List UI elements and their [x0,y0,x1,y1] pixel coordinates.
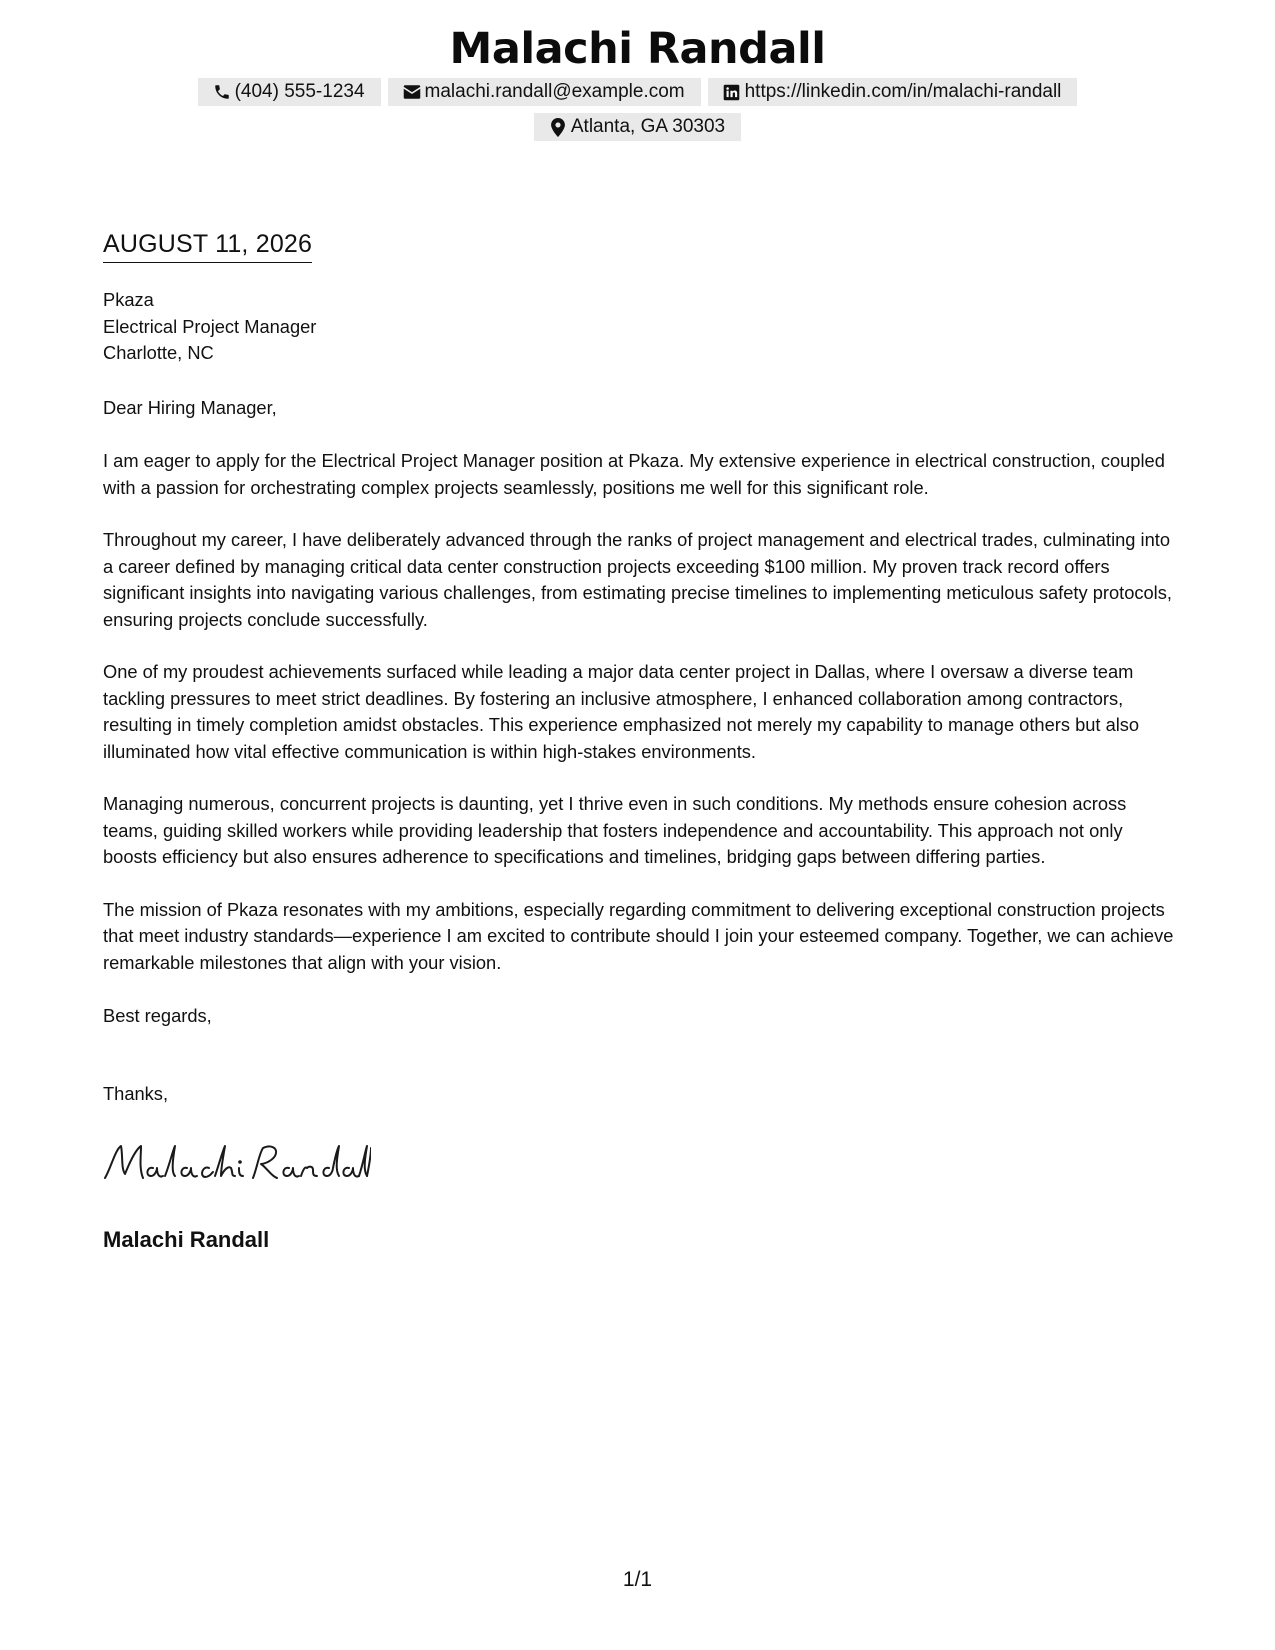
recipient-location: Charlotte, NC [103,342,214,363]
contact-email-text: malachi.randall@example.com [424,81,685,102]
letter-header [0,22,1275,141]
paragraph: The mission of Pkaza resonates with my ambitions, especially regarding commitment to delivering exceptional construction projects that meet industry standards—experience I am excited to contribute should I join your esteemed company. Together, we can achieve remarkable milestones that align with your vision. [103,898,1174,973]
page-indicator: 1/1 [622,1568,653,1591]
contact-phone-text: (404) 555-1234 [234,81,365,102]
paragraph: Throughout my career, I have deliberately advanced through the ranks of project management and electrical trades, culminating into a career defined by managing critical data center construction projects exceeding $100 million. My proven track record offers significant insights into navigating various challenges, from estimating precise timelines to implementing meticulous safety protocols, ensuring projects conclude successfully. [103,529,1172,630]
handwritten-signature [101,1138,371,1196]
paragraph: I am eager to apply for the Electrical Project Manager position at Pkaza. My extensive experience in electrical construction, coupled with a passion for orchestrating complex projects seamlessly, positions me well for this significant role. [103,450,1165,498]
contact-location [534,113,741,141]
paragraph: One of my proudest achievements surfaced while leading a major data center project in Dallas, where I oversaw a diverse team tackling pressures to meet strict deadlines. By fostering an inclusive atmosphere, I enhanced collaboration among contractors, resulting in timely completion amidst obstacles. This experience emphasized not merely my capability to manage others but also illuminated how vital effective communication is within high-stakes environments. [103,661,1140,762]
phone-icon [212,82,232,102]
recipient-company: Pkaza [103,289,154,310]
paragraph: Managing numerous, concurrent projects is daunting, yet I thrive even in such conditions. My methods ensure cohesion across teams, guiding skilled workers while providing leadership that fosters independence and accountability. This approach not only boosts efficiency but also ensures adherence to specifications and timelines, bridging gaps between differing parties. [103,793,1127,867]
contact-email[interactable] [388,78,701,106]
contact-row-secondary [0,113,1275,141]
thanks-line: Thanks, [103,1083,169,1104]
contact-linkedin[interactable] [708,78,1078,106]
contact-linkedin-text: https://linkedin.com/in/malachi-randall [744,81,1062,102]
envelope-icon [402,82,422,102]
signer-name: Malachi Randall [103,1227,270,1252]
contact-location-text: Atlanta, GA 30303 [570,116,726,137]
map-pin-icon [548,117,568,137]
linkedin-icon [722,82,742,102]
salutation: Dear Hiring Manager, [103,397,277,418]
closing: Best regards, [103,1005,212,1026]
letter-date: AUGUST 11, 2026 [103,228,312,263]
recipient-position: Electrical Project Manager [103,315,317,337]
recipient-block [103,287,316,367]
contact-row-primary [0,78,1275,106]
contact-phone[interactable] [198,78,381,106]
applicant-name: Malachi Randall [449,24,826,74]
letter-paragraphs [103,448,1178,1002]
